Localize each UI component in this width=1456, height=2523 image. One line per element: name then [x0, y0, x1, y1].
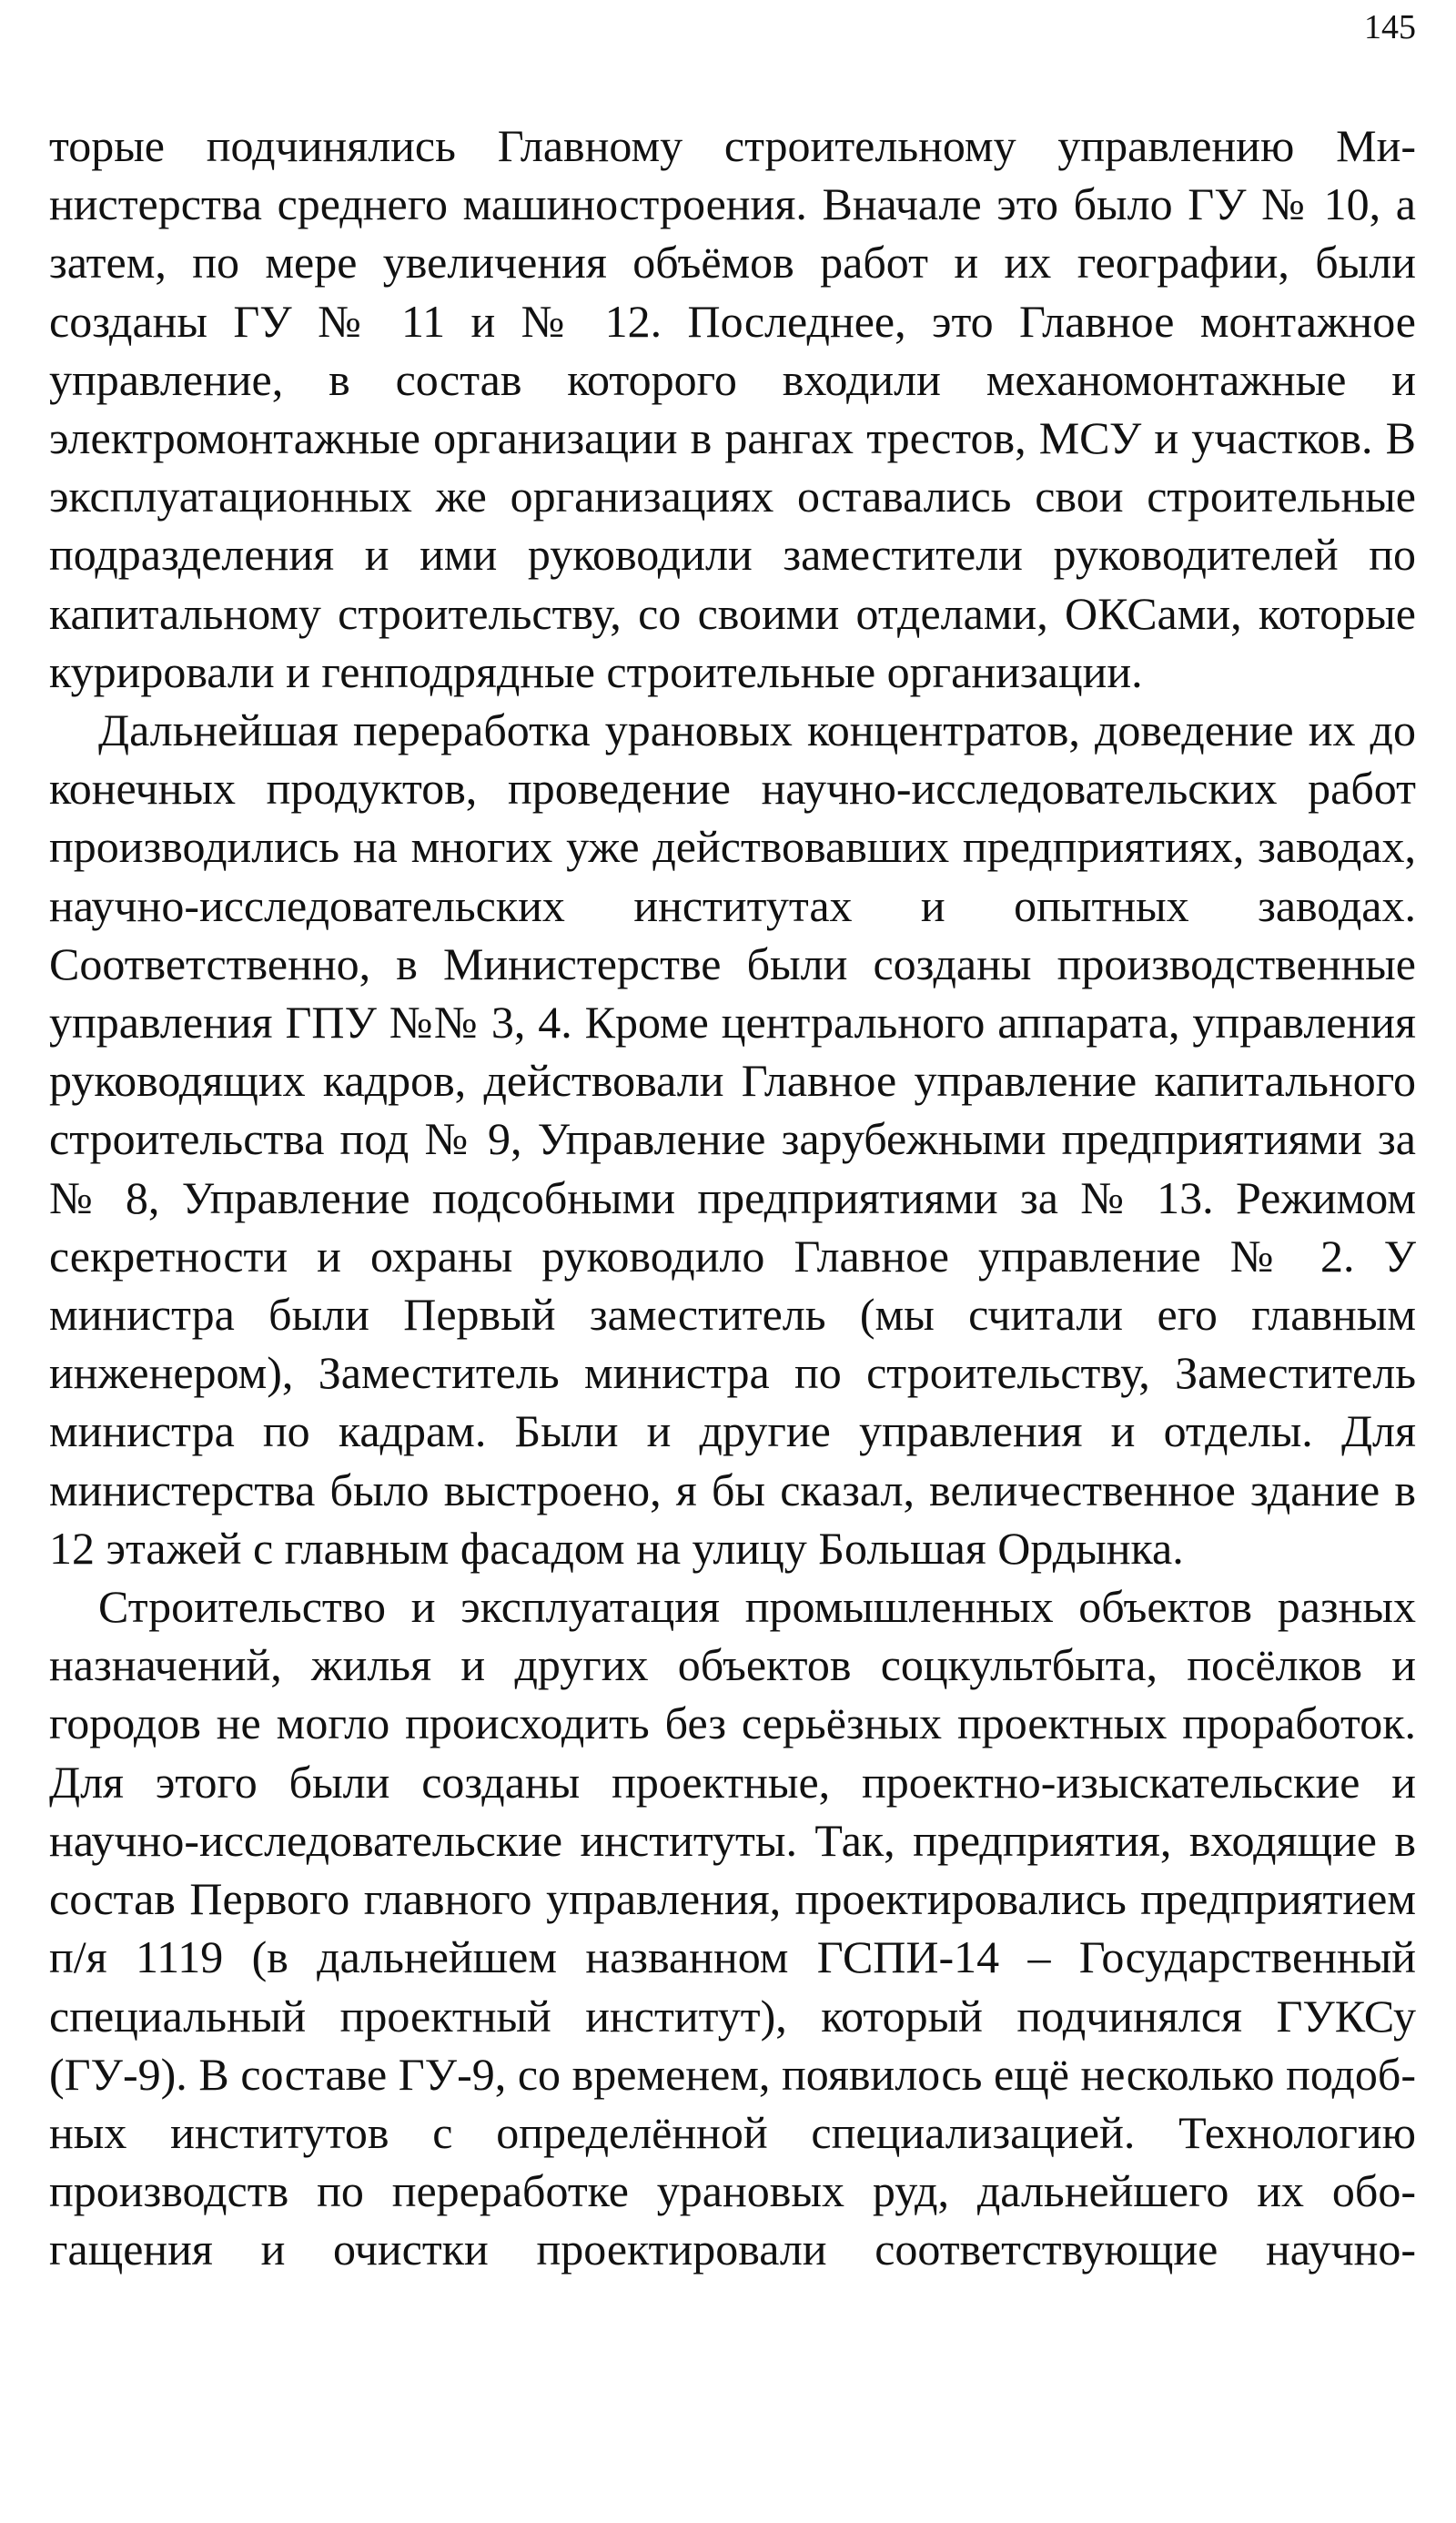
paragraph-3: Строительство и эксплуатация промышленных объектов разных назначений, жилья и других объектов соцкультбыта, посёлков и городов не могло происходить без серьёзных проектных проработок. Для этого были созданы проектные, проектно-изыскательские и научно-исследовательские институты. Так, предприятия, входящие в состав Первого главного управления, проектировались предприятием п/я 1119 (в дальнейшем названном ГСПИ-14 – Государственный специальный проектный институт), который подчинялся ГУКСу (ГУ-9). В составе ГУ-9, со временем, появилось ещё несколько подобных институтов с определённой специализацией. Технологию производств по переработке урановых руд, дальнейшего их обогащения и очистки проектировали соответствующие научно- [49, 1581, 1416, 2275]
body-text [49, 117, 1416, 2279]
page-number: 145 [1364, 8, 1416, 46]
paragraph-2: Дальнейшая переработка урановых концентратов, доведение их до конечных продуктов, проведение научно-исследовательских работ производились на многих уже действовавших предприятиях, заводах, научно-исследовательских институтах и опытных заводах. Соответственно, в Министерстве были созданы производственные управления ГПУ №№ 3, 4. Кроме центрального аппарата, управления руководящих кадров, действовали Главное управление капитального строительства под № 9, Управление зарубежными предприятиями за № 8, Управление подсобными предприятиями за № 13. Режимом секретности и охраны руководило Главное управление № 2. У министра были Первый заместитель (мы считали его главным инженером), Заместитель министра по строительству, Заместитель министра по кадрам. Были и другие управления и отделы. Для министерства было выстроено, я бы сказал, величественное здание в 12 этажей с главным фасадом на улицу Большая Ордынка. [49, 704, 1416, 1574]
paragraph-1: торые подчинялись Главному строительному управлению Министерства среднего машиностроения. Вначале это было ГУ № 10, а затем, по мере увеличения объёмов работ и их географии, были созданы ГУ № 11 и № 12. Последнее, это Главное монтажное управление, в состав которого входили механомонтажные и электромонтажные организации в рангах трестов, МСУ и участков. В эксплуатационных же организациях оставались свои строительные подразделения и ими руководили заместители руководителей по капитальному строительству, со своими отделами, ОКСами, которые курировали и генподрядные строительные организации. [49, 120, 1416, 697]
